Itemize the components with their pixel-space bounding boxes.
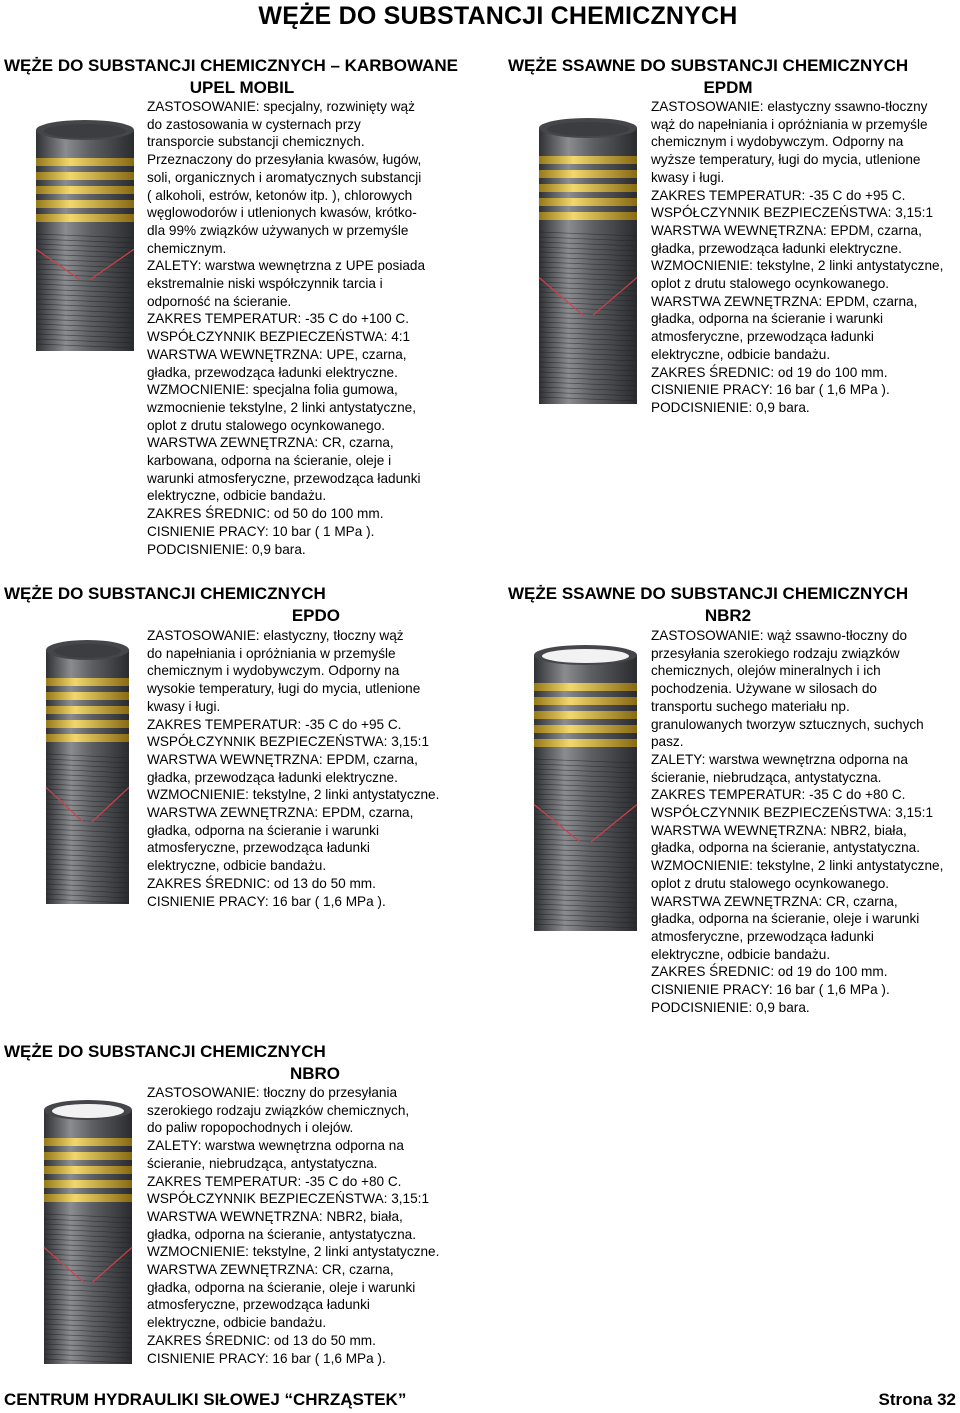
description-line: kwasy i ługi. <box>651 169 725 185</box>
description-line: pochodzenia. Używane w silosach do <box>651 681 877 697</box>
description-line: WZMOCNIENIE: tekstylne, 2 linki antystatyczne, <box>651 858 944 874</box>
description-line: CISNIENIE PRACY: 16 bar ( 1,6 MPa ). <box>651 982 890 998</box>
description-line: WSPÓŁCZYNNIK BEZPIECZEŃSTWA: 3,15:1 <box>651 205 934 221</box>
description-line: transporcie substancji chemicznych. <box>147 134 365 150</box>
description-line: atmosferyczne, przewodząca ładunki <box>147 840 370 856</box>
description-line: ZASTOSOWANIE: wąż ssawno-tłoczny do <box>651 628 908 643</box>
description-line: kwasy i ługi. <box>147 698 221 714</box>
description-line: WARSTWA ZEWNĘTRZNA: CR, czarna, <box>147 435 394 451</box>
description-line: ZAKRES ŚREDNIC: od 13 do 50 mm. <box>147 875 376 891</box>
description-line: do napełniania i opróżniania w przemyśle <box>147 645 396 661</box>
description-line: ZALETY: warstwa wewnętrzna odporna na <box>147 1138 404 1154</box>
footer-company: CENTRUM HYDRAULIKI SIŁOWEJ “CHRZĄSTEK” <box>4 1390 407 1409</box>
hose-body <box>36 120 134 351</box>
description-line: PODCISNIENIE: 0,9 bara. <box>651 999 810 1015</box>
description-line: ZALETY: warstwa wewnętrzna z UPE posiada <box>147 258 426 274</box>
description-line: atmosferyczne, przewodząca ładunki <box>651 928 874 944</box>
description-line: pasz. <box>651 734 684 750</box>
description-line: WZMOCNIENIE: tekstylne, 2 linki antystatyczne. <box>147 1244 440 1260</box>
section-title: WĘŻE SSAWNE DO SUBSTANCJI CHEMICZNYCH <box>508 584 909 603</box>
section-subtitle: NBR2 <box>704 606 752 625</box>
description-line: ścieranie, niebrudząca, antystatyczna. <box>147 1155 378 1171</box>
description-line: atmosferyczne, przewodząca ładunki <box>651 329 874 345</box>
description-line: WZMOCNIENIE: tekstylne, 2 linki antystatyczne. <box>147 787 440 803</box>
description-line: CISNIENIE PRACY: 16 bar ( 1,6 MPa ). <box>147 893 386 909</box>
description-line: elektryczne, odbicie bandażu. <box>147 858 327 874</box>
description-line: ZAKRES TEMPERATUR: -35 C do +95 C. <box>651 187 906 203</box>
description-line: wąż do napełniania i opróżniania w przemyśle <box>651 116 928 132</box>
description-line: ZASTOSOWANIE: tłoczny do przesyłania <box>147 1085 398 1100</box>
description-line: WSPÓŁCZYNNIK BEZPIECZEŃSTWA: 4:1 <box>147 329 411 345</box>
description-line: ( alkoholi, estrów, ketonów itp. ), chlorowych <box>147 187 413 203</box>
hose-image-epdm <box>533 118 643 408</box>
section-nbro <box>4 1041 340 1085</box>
description-line: odporność na ścieranie. <box>147 293 292 309</box>
description-line: WARSTWA WEWNĘTRZNA: EPDM, czarna, <box>147 751 418 767</box>
description-line: elektryczne, odbicie bandażu. <box>147 488 327 504</box>
hose-image-nbr2 <box>528 645 643 935</box>
description-line: WARSTWA ZEWNĘTRZNA: EPDM, czarna, <box>147 805 414 821</box>
description-line: elektryczne, odbicie bandażu. <box>147 1315 327 1331</box>
description-line: CISNIENIE PRACY: 10 bar ( 1 MPa ). <box>147 523 375 539</box>
page-title: WĘŻE DO SUBSTANCJI CHEMICZNYCH <box>258 2 738 30</box>
description-line: ZAKRES TEMPERATUR: -35 C do +80 C. <box>651 787 906 803</box>
description-line: granulowanych tworzyw sztucznych, suchych <box>651 716 924 732</box>
description-line: WSPÓŁCZYNNIK BEZPIECZEŃSTWA: 3,15:1 <box>651 805 934 821</box>
description-line: karbowana, odporna na ścieranie, oleje i <box>147 453 392 469</box>
description-line: oplot z drutu stalowego ocynkowanego. <box>147 417 386 433</box>
description-line: CISNIENIE PRACY: 16 bar ( 1,6 MPa ). <box>147 1350 386 1366</box>
description-line: gładka, odporna na ścieranie i warunki <box>651 311 883 327</box>
section-description <box>651 98 943 417</box>
hose-image-epdo <box>40 640 135 908</box>
description-line: gładka, odporna na ścieranie i warunki <box>147 822 379 838</box>
section-subtitle: EPDO <box>291 606 340 625</box>
description-line: transportu suchego materiału np. <box>651 698 850 714</box>
section-epdo <box>4 583 340 627</box>
hose-body <box>539 118 637 404</box>
footer-page-number: Strona 32 <box>878 1390 956 1409</box>
description-line: ZAKRES TEMPERATUR: -35 C do +100 C. <box>147 311 410 327</box>
section-description <box>147 98 425 558</box>
section-description <box>147 627 439 910</box>
description-line: szerokiego rodzaju związków chemicznych, <box>147 1102 410 1118</box>
description-line: dla 99% związków używanych w przemyśle <box>147 222 409 238</box>
hose-body <box>46 640 129 904</box>
section-subtitle: UPEL MOBIL <box>189 78 295 97</box>
description-line: chemicznych, olejów mineralnych i ich <box>651 663 881 679</box>
section-title: WĘŻE SSAWNE DO SUBSTANCJI CHEMICZNYCH <box>508 56 909 75</box>
description-line: WARSTWA ZEWNĘTRZNA: CR, czarna, <box>147 1262 394 1278</box>
description-line: ścieranie, niebrudząca, antystatyczna. <box>651 769 882 785</box>
section-nbr2 <box>508 583 948 627</box>
description-line: ZASTOSOWANIE: specjalny, rozwinięty wąż <box>147 99 415 114</box>
description-line: CISNIENIE PRACY: 16 bar ( 1,6 MPa ). <box>651 382 890 398</box>
description-line: elektryczne, odbicie bandażu. <box>651 346 831 362</box>
description-line: węglowodorów i utlenionych kwasów, krótko- <box>147 205 417 221</box>
description-line: WSPÓŁCZYNNIK BEZPIECZEŃSTWA: 3,15:1 <box>147 1191 430 1207</box>
hose-body <box>534 645 637 931</box>
description-line: Przeznaczony do przesyłania kwasów, ługów, <box>147 152 422 168</box>
description-line: ZALETY: warstwa wewnętrzna odporna na <box>651 751 908 767</box>
description-line: oplot z drutu stalowego ocynkowanego. <box>651 875 890 891</box>
description-line: do zastosowania w cysternach przy <box>147 116 361 132</box>
hose-image-nbro <box>38 1100 138 1368</box>
description-line: WZMOCNIENIE: specjalna folia gumowa, <box>147 382 398 398</box>
description-line: WARSTWA WEWNĘTRZNA: NBR2, biała, <box>651 822 907 838</box>
description-line: gładka, odporna na ścieranie, antystatyczna. <box>651 840 921 856</box>
description-line: ekstremalnie niski współczynnik tarcia i <box>147 276 383 292</box>
description-line: WARSTWA WEWNĘTRZNA: UPE, czarna, <box>147 346 407 362</box>
description-line: WARSTWA ZEWNĘTRZNA: CR, czarna, <box>651 893 898 909</box>
description-line: do paliw ropopochodnych i olejów. <box>147 1120 354 1136</box>
section-epdm <box>508 55 948 99</box>
description-line: ZAKRES TEMPERATUR: -35 C do +95 C. <box>147 716 402 732</box>
description-line: wyższe temperatury, ługi do mycia, utlenione <box>651 152 921 168</box>
description-line: WZMOCNIENIE: tekstylne, 2 linki antystatyczne, <box>651 258 944 274</box>
hose-image-upel-mobil <box>30 120 140 355</box>
description-line: gładka, przewodząca ładunki elektryczne. <box>651 240 902 256</box>
description-line: gładka, przewodząca ładunki elektryczne. <box>147 364 398 380</box>
description-line: chemicznym i wydobywczym. Odporny na <box>651 134 904 150</box>
description-line: wzmocnienie tekstylne, 2 linki antystatyczne, <box>147 399 416 415</box>
description-line: chemicznym i wydobywczym. Odporny na <box>147 663 400 679</box>
description-line: chemicznym. <box>147 240 227 256</box>
description-line: PODCISNIENIE: 0,9 bara. <box>147 541 306 557</box>
description-line: ZAKRES TEMPERATUR: -35 C do +80 C. <box>147 1173 402 1189</box>
description-line: WARSTWA WEWNĘTRZNA: NBR2, biała, <box>147 1208 403 1224</box>
description-line: atmosferyczne, przewodząca ładunki <box>147 1297 370 1313</box>
section-subtitle: NBRO <box>289 1064 340 1083</box>
hose-body <box>44 1100 132 1364</box>
description-line: WARSTWA WEWNĘTRZNA: EPDM, czarna, <box>651 222 922 238</box>
description-line: ZAKRES ŚREDNIC: od 19 do 100 mm. <box>651 964 888 980</box>
description-line: gładka, przewodząca ładunki elektryczne. <box>147 769 398 785</box>
section-subtitle: EPDM <box>703 78 753 97</box>
description-line: gładka, odporna na ścieranie, oleje i warunki <box>651 911 920 927</box>
description-line: przesyłania szerokiego rodzaju związków <box>651 645 900 661</box>
description-line: soli, organicznych i aromatycznych substancji <box>147 169 422 185</box>
section-description <box>651 627 943 1016</box>
section-description <box>147 1084 439 1367</box>
description-line: ZASTOSOWANIE: elastyczny ssawno-tłoczny <box>651 99 928 114</box>
description-line: ZASTOSOWANIE: elastyczny, tłoczny wąż <box>147 628 404 643</box>
description-line: ZAKRES ŚREDNIC: od 19 do 100 mm. <box>651 364 888 380</box>
description-line: ZAKRES ŚREDNIC: od 50 do 100 mm. <box>147 506 384 522</box>
section-title: WĘŻE DO SUBSTANCJI CHEMICZNYCH – KARBOWANE <box>4 56 458 75</box>
section-upel-mobil <box>4 55 480 99</box>
description-line: WSPÓŁCZYNNIK BEZPIECZEŃSTWA: 3,15:1 <box>147 734 430 750</box>
description-line: WARSTWA ZEWNĘTRZNA: EPDM, czarna, <box>651 293 918 309</box>
description-line: warunki atmosferyczne, przewodząca ładunki <box>147 470 421 486</box>
description-line: elektryczne, odbicie bandażu. <box>651 946 831 962</box>
description-line: oplot z drutu stalowego ocynkowanego. <box>651 276 890 292</box>
description-line: gładka, odporna na ścieranie, oleje i warunki <box>147 1279 416 1295</box>
description-line: wysokie temperatury, ługi do mycia, utlenione <box>147 681 421 697</box>
section-title: WĘŻE DO SUBSTANCJI CHEMICZNYCH <box>4 1042 326 1061</box>
section-title: WĘŻE DO SUBSTANCJI CHEMICZNYCH <box>4 584 326 603</box>
description-line: PODCISNIENIE: 0,9 bara. <box>651 399 810 415</box>
description-line: gładka, odporna na ścieranie, antystatyczna. <box>147 1226 417 1242</box>
description-line: ZAKRES ŚREDNIC: od 13 do 50 mm. <box>147 1332 376 1348</box>
